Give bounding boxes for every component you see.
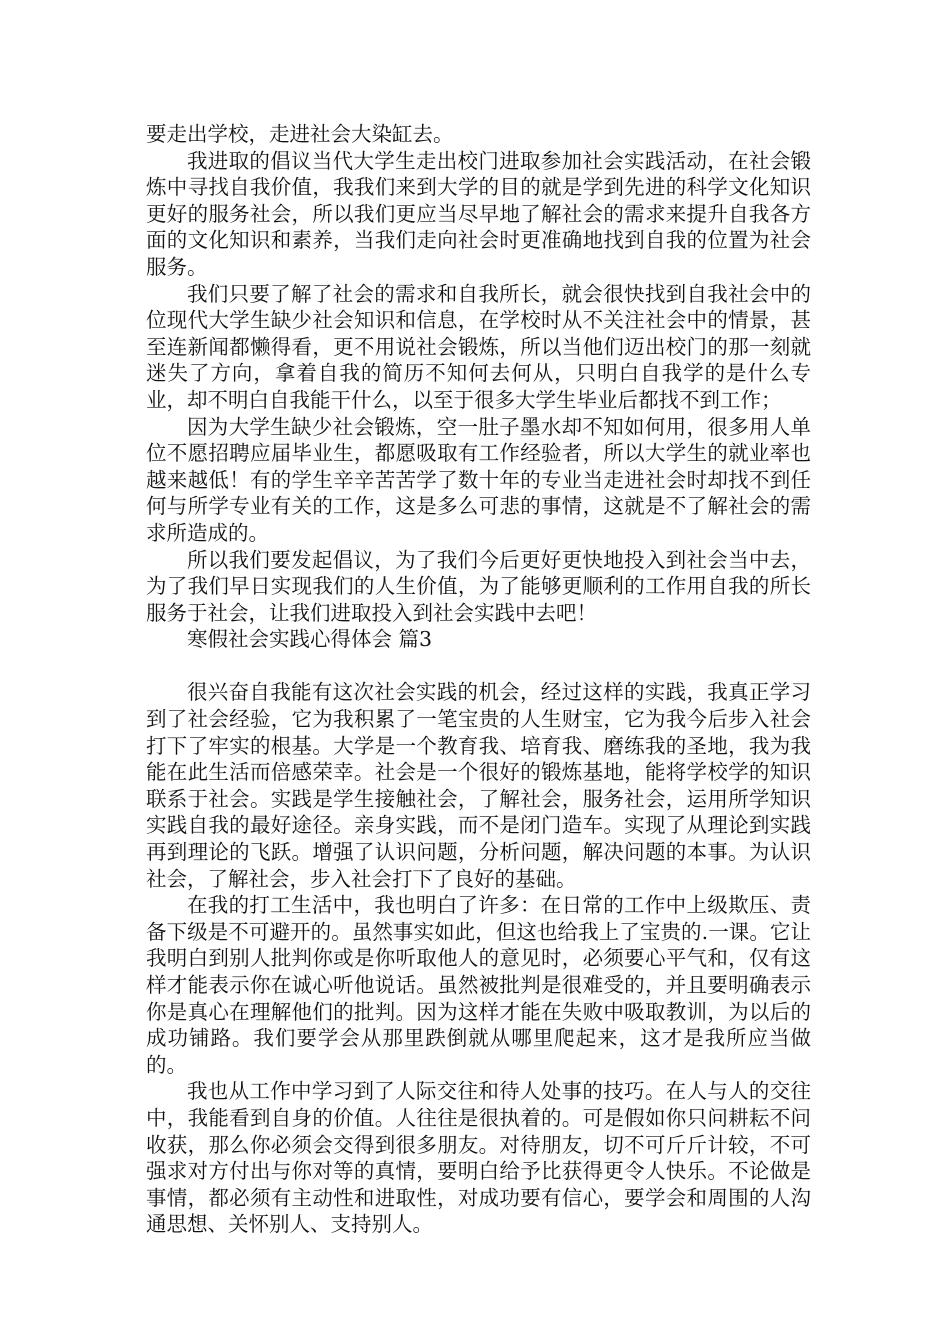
paragraph: 我也从工作中学习到了人际交往和待人处事的技巧。在人与人的交往中，我能看到自身的价值。人往往是很执着的。可是假如你只问耕耘不问收获，那么你必须会交得到很多朋友。对待朋友，切不可斤斤计较，不可强求对方付出与你对等的真情，要明白给予比获得更令人快乐。不论做是事情，都必须有主动性和进取性，对成功要有信心，要学会和周围的人沟通思想、关怀别人、支持别人。 — [146, 1079, 811, 1237]
paragraph: 在我的打工生活中，我也明白了许多：在日常的工作中上级欺压、责备下级是不可避开的。虽然事实如此，但这也给我上了宝贵的.一课。它让我明白到别人批判你或是你听取他人的意见时，必须要心平气和，仅有这样才能表示你在诚心听他说话。虽然被批判是很难受的，并且要明确表示你是真心在理解他们的批判。因为这样才能在失败中吸取教训，为以后的成功铺路。我们要学会从那里跌倒就从哪里爬起来，这才是我所应当做的。 — [146, 893, 811, 1077]
document-body — [146, 121, 811, 1238]
paragraph: 所以我们要发起倡议，为了我们今后更好更快地投入到社会当中去，为了我们早日实现我们的人生价值，为了能够更顺利的工作用自我的所长服务于社会，让我们进取投入到社会实践中去吧！ — [146, 547, 811, 625]
paragraph: 因为大学生缺少社会锻炼，空一肚子墨水却不知如何用，很多用人单位不愿招聘应届毕业生，都愿吸取有工作经验者，所以大学生的就业率也越来越低！有的学生辛辛苦苦学了数十年的专业当走进社会时却找不到任何与所学专业有关的工作，这是多么可悲的事情，这就是不了解社会的需求所造成的。 — [146, 414, 811, 545]
paragraph: 很兴奋自我能有这次社会实践的机会，经过这样的实践，我真正学习到了社会经验，它为我积累了一笔宝贵的人生财宝，它为我今后步入社会打下了牢实的根基。大学是一个教育我、培育我、磨练我的圣地，我为我能在此生活而倍感荣幸。社会是一个很好的锻炼基地，能将学校学的知识联系于社会。实践是学生接触社会，了解社会，服务社会，运用所学知识实践自我的最好途径。亲身实践，而不是闭门造车。实现了从理论到实践再到理论的飞跃。增强了认识问题，分析问题，解决问题的本事。为认识社会，了解社会，步入社会打下了良好的基础。 — [146, 680, 811, 891]
paragraph-continuation: 要走出学校，走进社会大染缸去。 — [146, 122, 454, 146]
paragraph: 我们只要了解了社会的需求和自我所长，就会很快找到自我社会中的位现代大学生缺少社会知识和信息，在学校时从不关注社会中的情景，甚至连新闻都懒得看，更不用说社会锻炼，所以当他们迈出校门的那一刻就迷失了方向，拿着自我的简历不知何去何从，只明白自我学的是什么专业，却不明白自我能干什么，以至于很多大学生毕业后都找不到工作； — [146, 281, 811, 412]
paragraph: 我进取的倡议当代大学生走出校门进取参加社会实践活动，在社会锻炼中寻找自我价值，我我们来到大学的目的就是学到先进的科学文化知识更好的服务社会，所以我们更应当尽早地了解社会的需求来提升自我各方面的文化知识和素养，当我们走向社会时更准确地找到自我的位置为社会服务。 — [146, 148, 811, 279]
section-heading: 寒假社会实践心得体会 篇3 — [187, 627, 433, 652]
